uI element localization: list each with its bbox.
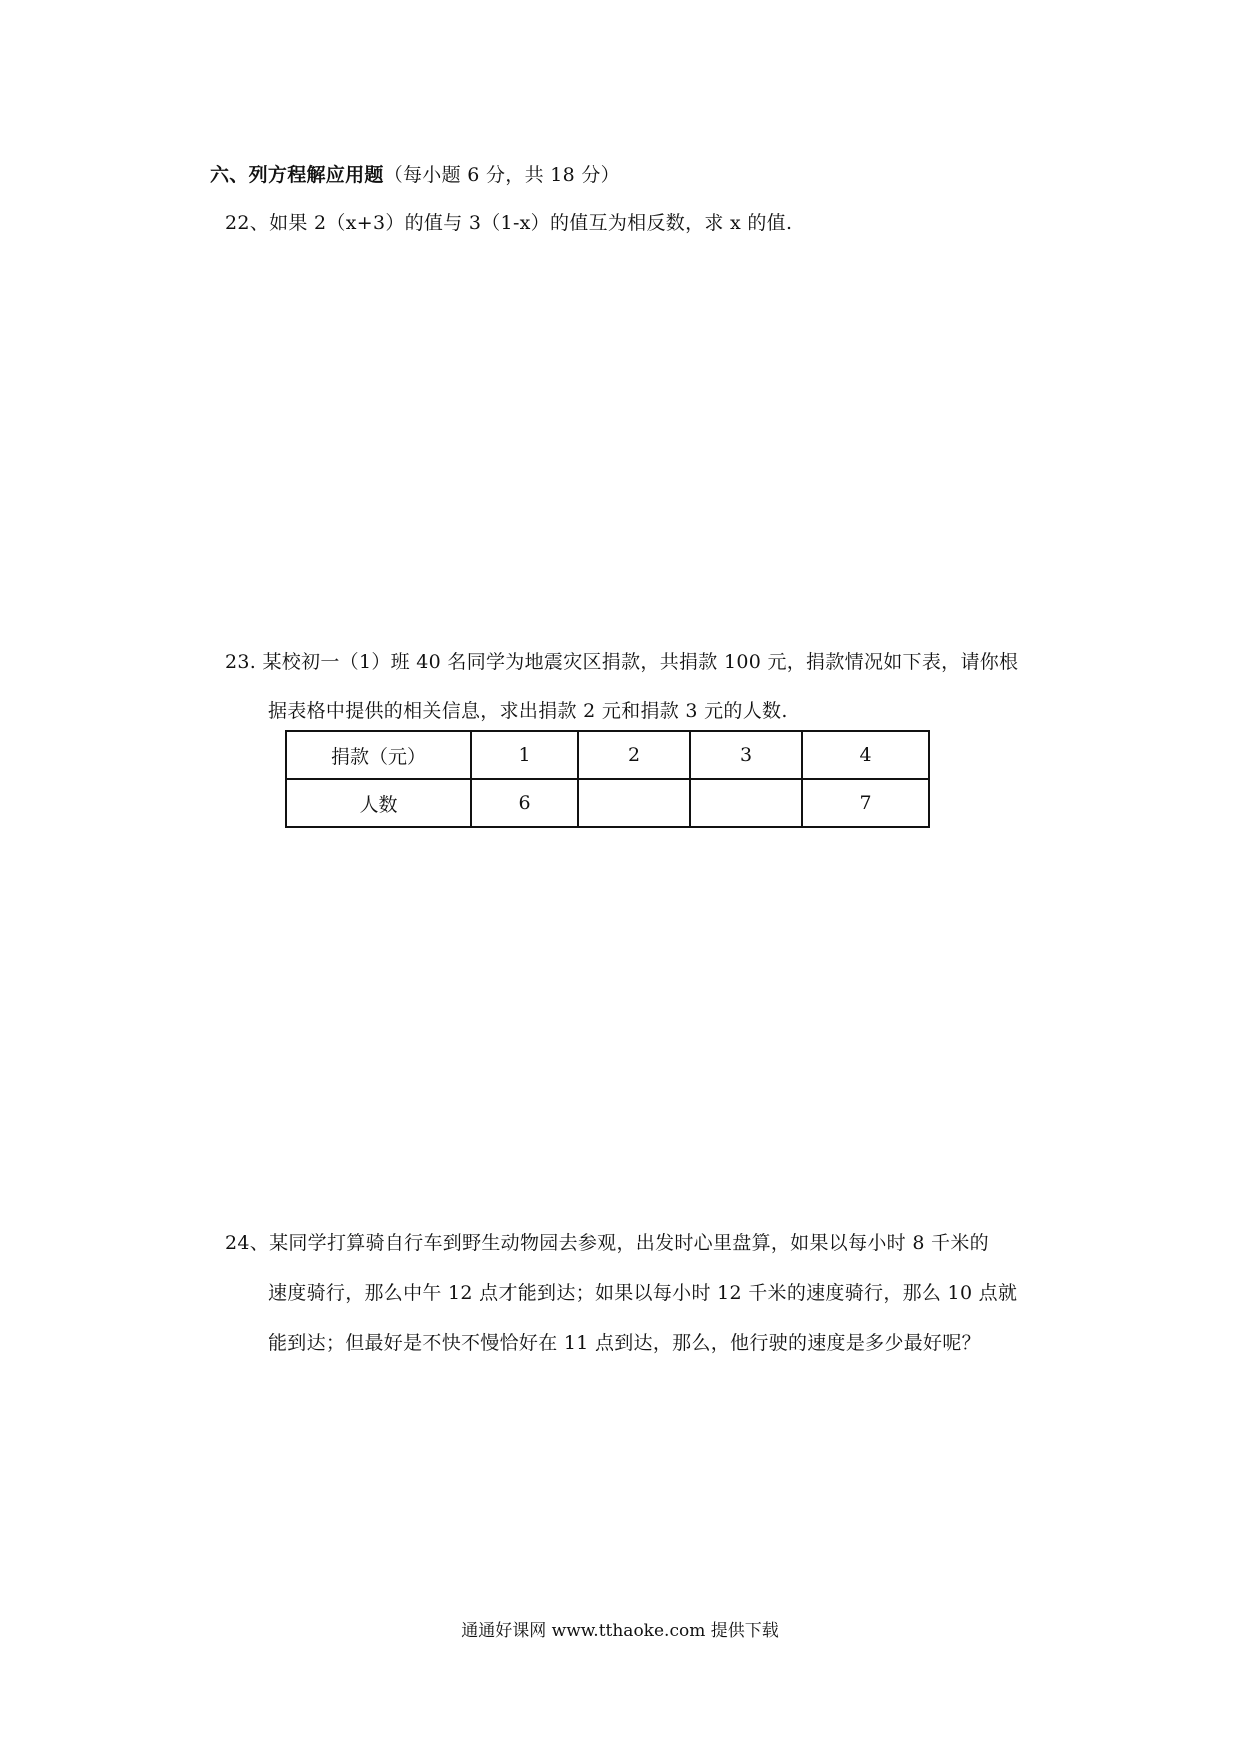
question-24-line-1: 24、某同学打算骑自行车到野生动物园去参观，出发时心里盘算，如果以每小时 8 千米的 — [225, 1232, 989, 1254]
table-cell: 2 — [578, 731, 690, 779]
table-cell: 捐款（元） — [286, 731, 471, 779]
table-cell: 人数 — [286, 779, 471, 827]
table-row — [286, 779, 929, 827]
table-cell: 3 — [690, 731, 802, 779]
question-24-line-2: 速度骑行，那么中午 12 点才能到达；如果以每小时 12 千米的速度骑行，那么 10 点就 — [268, 1282, 1018, 1304]
section-title: 六、列方程解应用题 — [210, 164, 384, 186]
table-cell-blank — [578, 779, 690, 827]
question-23-line-2: 据表格中提供的相关信息，求出捐款 2 元和捐款 3 元的人数. — [268, 700, 788, 722]
question-23-line-1: 23. 某校初一（1）班 40 名同学为地震灾区捐款，共捐款 100 元，捐款情况如下表，请你根 — [225, 651, 1019, 673]
donation-table — [285, 730, 930, 828]
question-24-line-3: 能到达；但最好是不快不慢恰好在 11 点到达，那么，他行驶的速度是多少最好呢？ — [268, 1332, 981, 1354]
question-22: 22、如果 2（x+3）的值与 3（1-x）的值互为相反数，求 x 的值. — [225, 212, 793, 234]
page-footer: 通通好课网 www.tthaoke.com 提供下载 — [461, 1621, 779, 1641]
table-cell: 1 — [471, 731, 578, 779]
table-row — [286, 731, 929, 779]
table-cell: 6 — [471, 779, 578, 827]
section-score-note: （每小题 6 分，共 18 分） — [383, 164, 620, 186]
section-heading — [210, 160, 620, 187]
table-cell-blank — [690, 779, 802, 827]
table-cell: 7 — [802, 779, 929, 827]
table-cell: 4 — [802, 731, 929, 779]
